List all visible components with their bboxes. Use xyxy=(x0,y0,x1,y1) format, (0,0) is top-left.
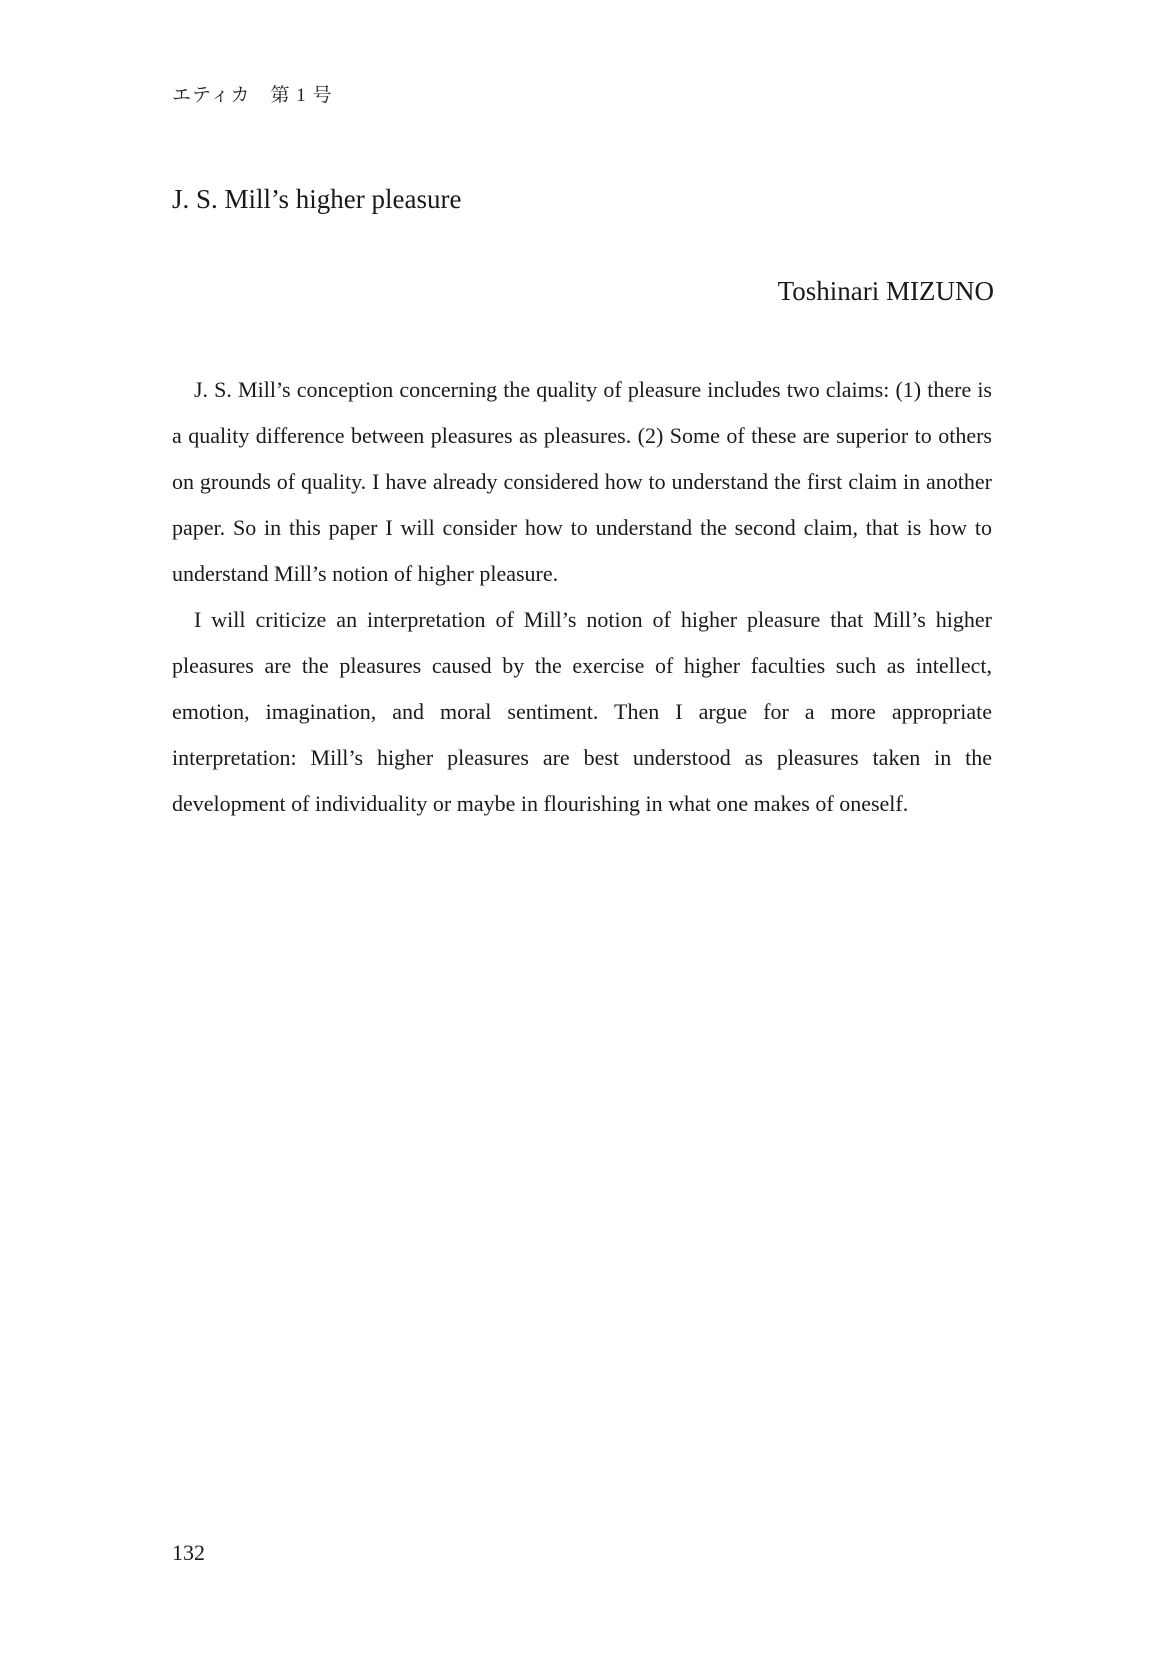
abstract xyxy=(172,367,992,827)
article-title: J. S. Mill’s higher pleasure xyxy=(172,184,462,214)
running-header: エティカ 第 1 号 xyxy=(172,85,333,106)
page-number: 132 xyxy=(172,1540,205,1565)
abstract-paragraph-2: I will criticize an interpretation of Mill’s notion of higher pleasure that Mill’s higher pleasures are the pleasures caused by the exercise of higher faculties such as intellect, emotion, imagination, and moral sentiment. Then I argue for a more appropriate interpretation: Mill’s higher pleasures are best understood as pleasures taken in the development of individuality or maybe in flourishing in what one makes of oneself. xyxy=(172,607,992,816)
author-name: Toshinari MIZUNO xyxy=(777,276,994,306)
abstract-paragraph-1: J. S. Mill’s conception concerning the quality of pleasure includes two claims: (1) there is a quality difference between pleasures as pleasures. (2) Some of these are superior to others on grounds of quality. I have already considered how to understand the first claim in another paper. So in this paper I will consider how to understand the second claim, that is how to understand Mill’s notion of higher pleasure. xyxy=(172,377,992,586)
